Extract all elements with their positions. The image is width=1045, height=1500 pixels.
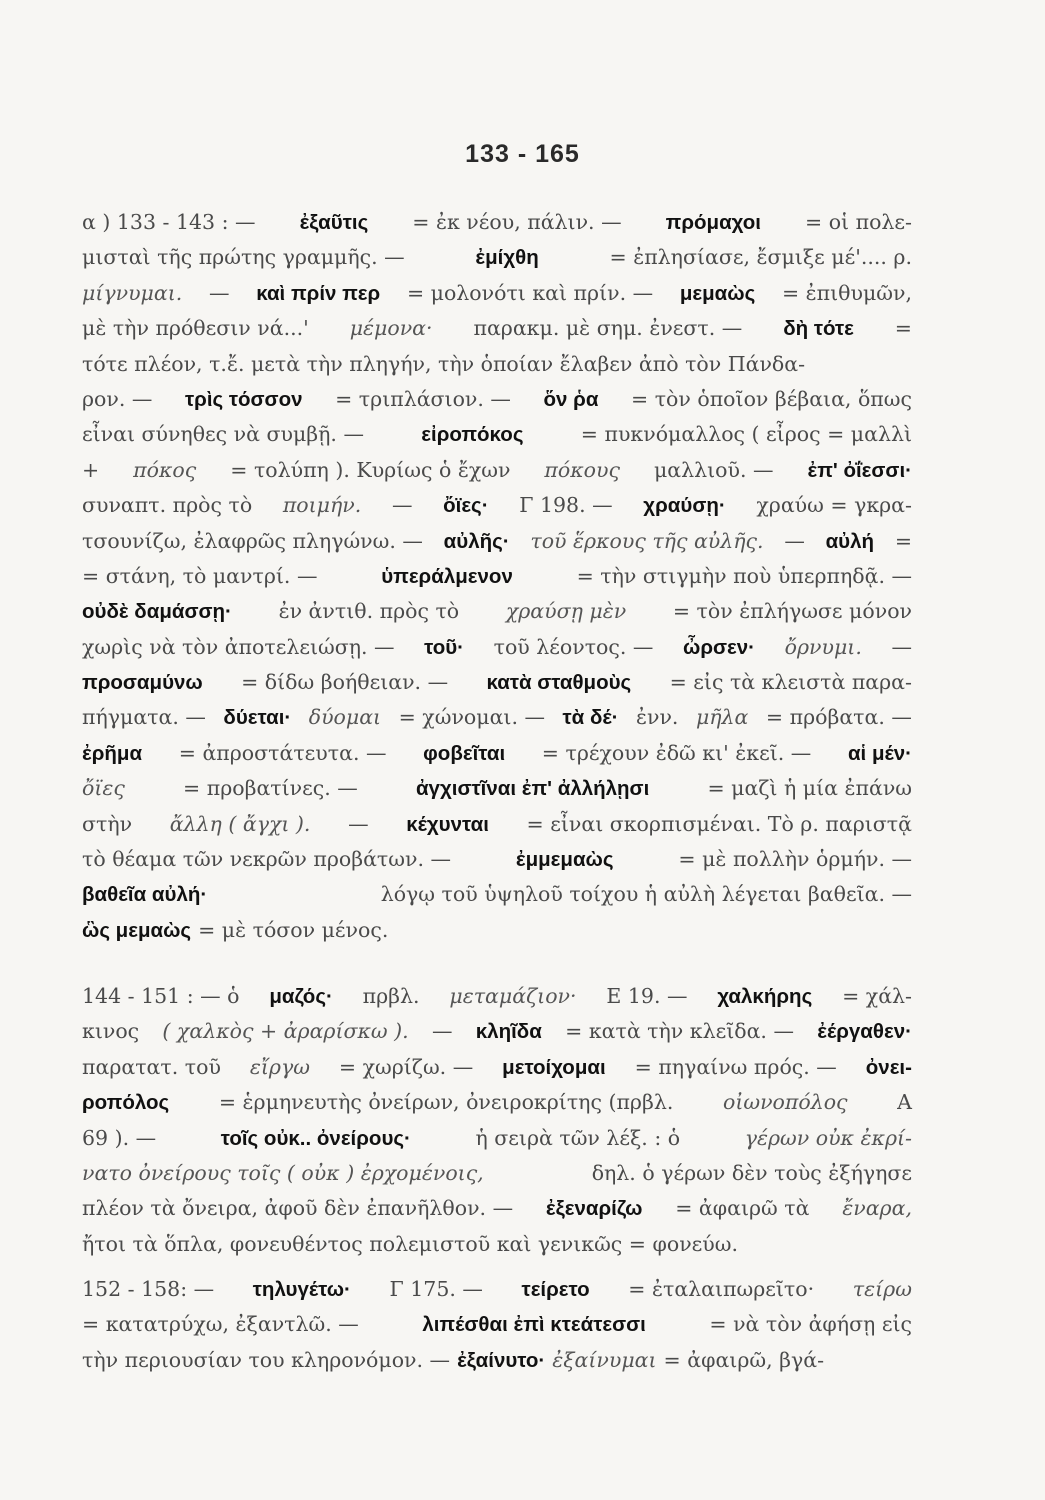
gloss-text: χωρὶς νὰ τὸν ἀποτελειώσῃ. — bbox=[82, 634, 395, 659]
lemma-term: ὑπεράλμενον bbox=[381, 564, 513, 588]
text-line bbox=[82, 382, 912, 417]
lemma-term: μετοίχομαι bbox=[502, 1055, 606, 1079]
italic-form: ἐξαίνυμαι bbox=[552, 1347, 657, 1372]
gloss-text: λόγῳ τοῦ ὑψηλοῦ τοίχου ἡ αὐλὴ λέγεται βαθεῖα. — bbox=[380, 882, 912, 907]
italic-form: χραύσῃ μὲν bbox=[505, 599, 627, 624]
commentary-section-152-158 bbox=[82, 1272, 912, 1378]
text-line bbox=[82, 311, 912, 346]
gloss-text: ρον. — bbox=[82, 386, 153, 411]
gloss-text: = ἐπιθυμῶν, bbox=[781, 280, 912, 305]
text-line bbox=[82, 1121, 912, 1156]
gloss-text: = ἀπροστάτευτα. — bbox=[178, 740, 387, 765]
lemma-term: ὦρσεν· bbox=[683, 635, 756, 659]
gloss-text: εἶναι σύνηθες νὰ συμβῇ. — bbox=[82, 422, 364, 447]
gloss-text: = ἐκ νέου, πάλιν. — bbox=[412, 210, 622, 234]
lemma-term: αὐλή bbox=[825, 529, 875, 553]
text-line bbox=[82, 1307, 912, 1342]
lemma-term: ἐρῆμα bbox=[82, 741, 143, 765]
lemma-term: κατὰ σταθμοὺς bbox=[486, 671, 632, 695]
gloss-text: μαλλιοῦ. — bbox=[653, 457, 774, 482]
gloss-text: — bbox=[391, 493, 413, 518]
gloss-text: ἐνν. bbox=[635, 705, 679, 730]
gloss-text: πρβλ. bbox=[362, 984, 420, 1008]
text-line bbox=[82, 877, 912, 912]
text-line bbox=[82, 240, 912, 275]
italic-form: ὄϊες bbox=[82, 776, 125, 801]
gloss-text: = χάλ- bbox=[842, 984, 912, 1008]
lemma-term: ὀνει- bbox=[865, 1055, 912, 1079]
gloss-text: = χωρίζω. — bbox=[338, 1054, 474, 1079]
text-line bbox=[82, 700, 912, 735]
lemma-term: ἐξαίνυτο· bbox=[457, 1348, 546, 1372]
lemma-term: ὄϊες· bbox=[443, 494, 489, 518]
italic-form: ποιμήν. bbox=[282, 493, 362, 518]
lemma-term: δὴ τότε bbox=[783, 317, 854, 341]
gloss-text: 152 - 158: — bbox=[82, 1277, 215, 1301]
text-line bbox=[82, 630, 912, 665]
gloss-text: = πηγαίνω πρός. — bbox=[634, 1054, 837, 1079]
text-line bbox=[82, 913, 912, 948]
lemma-term: φοβεῖται bbox=[423, 741, 506, 765]
gloss-text: τὸ θέαμα τῶν νεκρῶν προβάτων. — bbox=[82, 847, 451, 872]
gloss-text: = μολονότι καὶ πρίν. — bbox=[406, 280, 654, 305]
text-line bbox=[82, 1085, 912, 1120]
gloss-text: πλέον τὰ ὄνειρα, ἀφοῦ δὲν ἐπανῆλθον. — bbox=[82, 1196, 514, 1221]
gloss-text: παρατατ. τοῦ bbox=[82, 1054, 221, 1079]
text-line bbox=[82, 347, 912, 382]
gloss-text: 69 ). — bbox=[82, 1125, 157, 1150]
lemma-term: ὅν ῥα bbox=[543, 387, 599, 411]
italic-form: γέρων οὐκ ἐκρί- bbox=[744, 1125, 912, 1150]
lemma-term: κέχυνται bbox=[406, 812, 489, 836]
text-line bbox=[82, 665, 912, 700]
text-line bbox=[82, 842, 912, 877]
gloss-text: = μὲ τόσον μένος. bbox=[198, 917, 389, 942]
lemma-term: τὰ δέ· bbox=[562, 706, 619, 730]
gloss-text: μισταὶ τῆς πρώτης γραμμῆς. — bbox=[82, 245, 405, 270]
gloss-text: = τολύπη ). Κυρίως ὁ ἔχων bbox=[230, 457, 511, 482]
gloss-text: συναπτ. πρὸς τὸ bbox=[82, 493, 253, 518]
lemma-term: βαθεῖα αὐλή· bbox=[82, 883, 208, 907]
text-line bbox=[82, 417, 912, 452]
gloss-text: — bbox=[348, 811, 369, 836]
gloss-text: = κατατρύχω, ἐξαντλῶ. — bbox=[82, 1312, 359, 1337]
italic-form: μέμονα· bbox=[349, 316, 433, 341]
italic-form: μεταμάζιον· bbox=[449, 984, 577, 1008]
gloss-text: = νὰ τὸν ἀφήσῃ εἰς bbox=[709, 1312, 912, 1337]
italic-form: οἰωνοπόλος bbox=[722, 1090, 848, 1115]
gloss-text: α ) 133 - 143 : — bbox=[82, 210, 256, 234]
lemma-term: ἐμίχθη bbox=[475, 246, 539, 270]
gloss-text: = οἱ πολε- bbox=[805, 210, 912, 234]
lemma-term: ἐπ' ὀΐεσσι· bbox=[807, 458, 912, 482]
gloss-text: + bbox=[82, 457, 100, 482]
gloss-text: τοῦ λέοντος. — bbox=[493, 634, 654, 659]
gloss-text: = μὲ πολλὴν ὁρμήν. — bbox=[678, 847, 912, 872]
gloss-text: = τριπλάσιον. — bbox=[335, 386, 511, 411]
lemma-term: ροπόλος bbox=[82, 1091, 170, 1115]
italic-form: νατο ὀνείρους τοῖς ( οὐκ ) ἐρχομένοις, bbox=[82, 1160, 484, 1185]
text-line bbox=[82, 1227, 912, 1262]
italic-form: εἴργω bbox=[249, 1054, 310, 1079]
text-line bbox=[82, 1014, 912, 1049]
gloss-text: = bbox=[894, 316, 912, 341]
lemma-term: ἐξεναρίζω bbox=[545, 1197, 643, 1221]
gloss-text: τότε πλέον, τ.ἔ. μετὰ τὴν πληγήν, τὴν ὁποίαν ἔλαβεν ἀπὸ τὸν Πάνδα- bbox=[82, 351, 806, 376]
gloss-text: = ἐπλησίασε, ἔσμιξε μέ'.... ρ. bbox=[609, 245, 912, 270]
lemma-term: μεμαὼς bbox=[679, 281, 756, 305]
lemma-term: ἐέργαθεν· bbox=[817, 1020, 912, 1044]
lemma-term: ἐξαῦτις bbox=[299, 211, 369, 234]
commentary-section-144-151 bbox=[82, 979, 912, 1262]
gloss-text: παρακμ. μὲ σημ. ἐνεστ. — bbox=[473, 316, 743, 341]
text-line bbox=[82, 771, 912, 806]
italic-form: μίγνυμαι. bbox=[82, 280, 183, 305]
gloss-text: = εἶναι σκορπισμέναι. Τὸ ρ. παριστᾷ bbox=[526, 811, 912, 836]
text-line bbox=[82, 559, 912, 594]
lemma-term: χαλκήρης bbox=[717, 985, 813, 1008]
gloss-text: = στάνη, τὸ μαντρί. — bbox=[82, 563, 318, 588]
gloss-text: = δίδω βοήθειαν. — bbox=[241, 670, 449, 695]
gloss-text: δηλ. ὁ γέρων δὲν τοὺς ἐξήγησε bbox=[591, 1160, 912, 1185]
gloss-text: = ἐταλαιπωρεῖτο· bbox=[628, 1277, 815, 1301]
gloss-text: Γ 175. — bbox=[389, 1277, 483, 1301]
lemma-term: χραύσῃ· bbox=[643, 494, 726, 518]
gloss-text: = μαζὶ ἡ μία ἐπάνω bbox=[707, 776, 912, 801]
text-line bbox=[82, 1272, 912, 1307]
lemma-term: προσαμύνω bbox=[82, 671, 203, 695]
lemma-term: ἐμμεμαὼς bbox=[515, 848, 614, 872]
gloss-text: = προβατίνες. — bbox=[183, 776, 358, 801]
lemma-term: εἰροπόκος bbox=[421, 423, 524, 447]
gloss-text: = τὴν στιγμὴν ποὺ ὑπερπηδᾷ. — bbox=[576, 563, 912, 588]
gloss-text: χραύω = γκρα- bbox=[756, 493, 912, 518]
gloss-text: — bbox=[208, 280, 230, 305]
text-line bbox=[82, 807, 912, 842]
page-title: 133 - 165 bbox=[465, 140, 580, 168]
lemma-term: αἱ μέν· bbox=[847, 741, 912, 765]
italic-form: πόκος bbox=[133, 457, 197, 482]
lemma-term: καὶ πρίν περ bbox=[256, 281, 381, 305]
text-line bbox=[82, 594, 912, 629]
italic-form: τοῦ ἕρκους τῆς αὐλῆς. bbox=[530, 528, 764, 553]
gloss-text: Γ 198. — bbox=[519, 493, 613, 518]
gloss-text: τὴν περιουσίαν του κληρονόμον. — bbox=[82, 1347, 451, 1372]
gloss-text: ἡ σειρὰ τῶν λέξ. : ὁ bbox=[475, 1125, 681, 1150]
gloss-text: Ε 19. — bbox=[606, 984, 688, 1008]
gloss-text: ἤτοι τὰ ὅπλα, φονευθέντος πολεμιστοῦ καὶ γενικῶς = φονεύω. bbox=[82, 1231, 738, 1256]
italic-form: ἔναρα, bbox=[842, 1196, 912, 1221]
text-line bbox=[82, 488, 912, 523]
italic-form: ( χαλκὸς + ἀραρίσκω ). bbox=[162, 1019, 409, 1044]
text-line bbox=[82, 276, 912, 311]
italic-form: τείρω bbox=[852, 1277, 912, 1301]
text-line bbox=[82, 1191, 912, 1226]
gloss-text: — bbox=[431, 1019, 453, 1044]
gloss-text: μὲ τὴν πρόθεσιν νά...' bbox=[82, 316, 309, 341]
gloss-text: κινος bbox=[82, 1019, 140, 1044]
text-line bbox=[82, 1343, 912, 1378]
gloss-text: τσουνίζω, ἐλαφρῶς πληγώνω. — bbox=[82, 528, 423, 553]
lemma-term: ἀγχιστῖναι ἐπ' ἀλλήλῃσι bbox=[415, 777, 650, 801]
lemma-term: δύεται· bbox=[223, 706, 292, 730]
italic-form: ὄρνυμι. bbox=[784, 634, 862, 659]
text-line bbox=[82, 979, 912, 1014]
text-line bbox=[82, 1050, 912, 1085]
text-line bbox=[82, 453, 912, 488]
italic-form: μῆλα bbox=[695, 705, 749, 730]
lemma-term: τοῦ· bbox=[424, 635, 464, 659]
lemma-term: ὣς μεμαὼς bbox=[82, 918, 192, 942]
gloss-text: = χώνομαι. — bbox=[398, 705, 545, 730]
lemma-term: πρόμαχοι bbox=[665, 211, 761, 234]
lemma-term: οὐδὲ δαμάσσῃ· bbox=[82, 600, 232, 624]
gloss-text: — bbox=[891, 634, 912, 659]
lemma-term: αὐλῆς· bbox=[443, 529, 510, 553]
lemma-term: μαζός· bbox=[269, 985, 333, 1008]
lemma-term: τοῖς οὐκ.. ὀνείρους· bbox=[220, 1126, 411, 1150]
gloss-text: = τρέχουν ἐδῶ κι' ἐκεῖ. — bbox=[541, 740, 812, 765]
gloss-text: = ἀφαιρῶ τὰ bbox=[675, 1196, 810, 1221]
text-line bbox=[82, 736, 912, 771]
lemma-term: τηλυγέτω· bbox=[252, 1278, 351, 1301]
gloss-text: = τὸν ὁποῖον βέβαια, ὅπως bbox=[631, 386, 912, 411]
lemma-term: τείρετο bbox=[521, 1278, 590, 1301]
italic-form: ἄλλη ( ἄγχι ). bbox=[169, 811, 311, 836]
gloss-text: — bbox=[784, 528, 805, 553]
gloss-text: στὴν bbox=[82, 811, 133, 836]
gloss-text: = πυκνόμαλλος ( εἶρος = μαλλὶ bbox=[580, 422, 912, 447]
lemma-term: λιπέσθαι ἐπὶ κτεάτεσσι bbox=[422, 1313, 646, 1337]
italic-form: δύομαι bbox=[308, 705, 382, 730]
gloss-text: 144 - 151 : — ὁ bbox=[82, 984, 240, 1008]
gloss-text: ἐν ἀντιθ. πρὸς τὸ bbox=[278, 599, 460, 624]
gloss-text: Α bbox=[897, 1090, 912, 1115]
gloss-text: = ἑρμηνευτὴς ὀνείρων, ὀνειροκρίτης (πρβλ. bbox=[218, 1090, 674, 1115]
text-line bbox=[82, 205, 912, 240]
italic-form: πόκους bbox=[544, 457, 620, 482]
gloss-text: = εἰς τὰ κλειστὰ παρα- bbox=[669, 670, 912, 695]
gloss-text: πήγματα. — bbox=[82, 705, 206, 730]
gloss-text: = τὸν ἐπλήγωσε μόνον bbox=[672, 599, 912, 624]
gloss-text: = ἀφαιρῶ, βγά- bbox=[663, 1347, 824, 1372]
commentary-section-133-143 bbox=[82, 205, 912, 948]
lemma-term: κληῖδα bbox=[475, 1020, 542, 1044]
text-line bbox=[82, 1156, 912, 1191]
gloss-text: = κατὰ τὴν κλεῖδα. — bbox=[565, 1019, 794, 1044]
gloss-text: = bbox=[894, 528, 912, 553]
text-line bbox=[82, 524, 912, 559]
gloss-text: = πρόβατα. — bbox=[765, 705, 912, 730]
lemma-term: τρὶς τόσσον bbox=[184, 387, 303, 411]
